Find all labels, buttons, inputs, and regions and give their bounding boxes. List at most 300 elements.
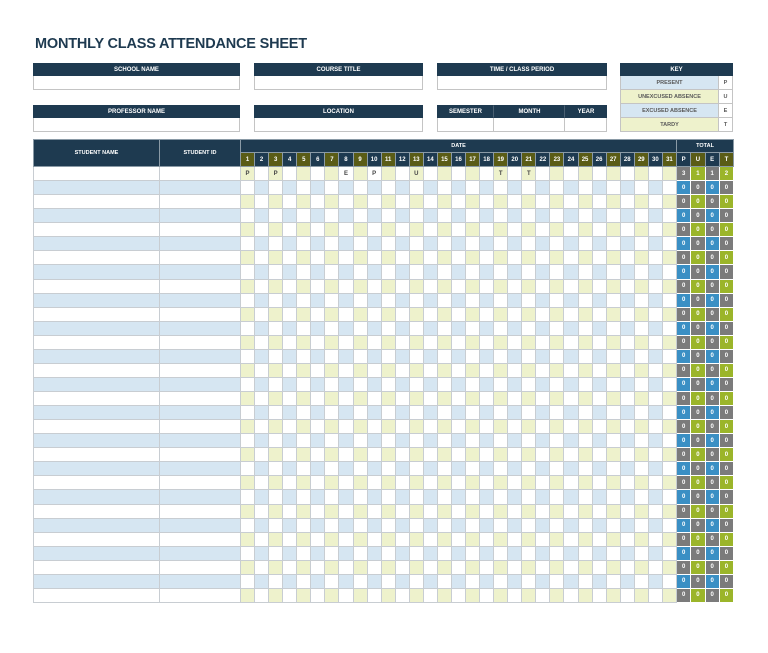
- attendance-cell-day-7[interactable]: [325, 223, 339, 237]
- attendance-cell-day-9[interactable]: [353, 462, 367, 476]
- attendance-cell-day-28[interactable]: [620, 167, 634, 181]
- attendance-cell-day-5[interactable]: [297, 462, 311, 476]
- attendance-cell-day-2[interactable]: [255, 532, 269, 546]
- attendance-cell-day-31[interactable]: [662, 349, 676, 363]
- attendance-cell-day-30[interactable]: [648, 335, 662, 349]
- student-name-cell[interactable]: [34, 167, 160, 181]
- attendance-cell-day-17[interactable]: [466, 560, 480, 574]
- attendance-cell-day-26[interactable]: [592, 377, 606, 391]
- attendance-cell-day-17[interactable]: [466, 546, 480, 560]
- attendance-cell-day-6[interactable]: [311, 321, 325, 335]
- attendance-cell-day-24[interactable]: [564, 588, 578, 602]
- attendance-cell-day-29[interactable]: [634, 532, 648, 546]
- attendance-cell-day-16[interactable]: [451, 420, 465, 434]
- attendance-cell-day-17[interactable]: [466, 237, 480, 251]
- attendance-cell-day-23[interactable]: [550, 265, 564, 279]
- attendance-cell-day-4[interactable]: [283, 209, 297, 223]
- attendance-cell-day-2[interactable]: [255, 504, 269, 518]
- attendance-cell-day-7[interactable]: [325, 434, 339, 448]
- student-id-cell[interactable]: [160, 223, 241, 237]
- attendance-cell-day-2[interactable]: [255, 265, 269, 279]
- attendance-cell-day-6[interactable]: [311, 181, 325, 195]
- attendance-cell-day-15[interactable]: [437, 560, 451, 574]
- attendance-cell-day-18[interactable]: [480, 195, 494, 209]
- attendance-cell-day-11[interactable]: [381, 335, 395, 349]
- attendance-cell-day-23[interactable]: [550, 490, 564, 504]
- attendance-cell-day-19[interactable]: [494, 293, 508, 307]
- attendance-cell-day-28[interactable]: [620, 377, 634, 391]
- attendance-cell-day-1[interactable]: [241, 574, 255, 588]
- attendance-cell-day-2[interactable]: [255, 546, 269, 560]
- attendance-cell-day-8[interactable]: [339, 181, 353, 195]
- attendance-cell-day-12[interactable]: [395, 392, 409, 406]
- attendance-cell-day-25[interactable]: [578, 321, 592, 335]
- attendance-cell-day-1[interactable]: [241, 293, 255, 307]
- attendance-cell-day-18[interactable]: [480, 377, 494, 391]
- attendance-cell-day-2[interactable]: [255, 195, 269, 209]
- attendance-cell-day-16[interactable]: [451, 574, 465, 588]
- attendance-cell-day-21[interactable]: [522, 588, 536, 602]
- attendance-cell-day-18[interactable]: [480, 209, 494, 223]
- attendance-cell-day-23[interactable]: [550, 349, 564, 363]
- attendance-cell-day-31[interactable]: [662, 434, 676, 448]
- attendance-cell-day-11[interactable]: [381, 574, 395, 588]
- attendance-cell-day-7[interactable]: [325, 251, 339, 265]
- attendance-cell-day-26[interactable]: [592, 434, 606, 448]
- attendance-cell-day-19[interactable]: [494, 560, 508, 574]
- attendance-cell-day-6[interactable]: [311, 518, 325, 532]
- attendance-cell-day-8[interactable]: [339, 406, 353, 420]
- attendance-cell-day-13[interactable]: [409, 546, 423, 560]
- attendance-cell-day-18[interactable]: [480, 335, 494, 349]
- attendance-cell-day-26[interactable]: [592, 392, 606, 406]
- attendance-cell-day-17[interactable]: [466, 167, 480, 181]
- attendance-cell-day-30[interactable]: [648, 293, 662, 307]
- attendance-cell-day-28[interactable]: [620, 560, 634, 574]
- student-name-cell[interactable]: [34, 392, 160, 406]
- attendance-cell-day-18[interactable]: [480, 167, 494, 181]
- attendance-cell-day-19[interactable]: [494, 518, 508, 532]
- attendance-cell-day-26[interactable]: [592, 504, 606, 518]
- attendance-cell-day-8[interactable]: [339, 462, 353, 476]
- attendance-cell-day-26[interactable]: [592, 490, 606, 504]
- attendance-cell-day-26[interactable]: [592, 181, 606, 195]
- attendance-cell-day-5[interactable]: [297, 321, 311, 335]
- attendance-cell-day-28[interactable]: [620, 209, 634, 223]
- attendance-cell-day-26[interactable]: [592, 448, 606, 462]
- attendance-cell-day-15[interactable]: [437, 335, 451, 349]
- attendance-cell-day-9[interactable]: [353, 195, 367, 209]
- attendance-cell-day-8[interactable]: [339, 251, 353, 265]
- attendance-cell-day-19[interactable]: [494, 223, 508, 237]
- attendance-cell-day-23[interactable]: [550, 223, 564, 237]
- attendance-cell-day-27[interactable]: [606, 546, 620, 560]
- attendance-cell-day-13[interactable]: [409, 377, 423, 391]
- attendance-cell-day-6[interactable]: [311, 532, 325, 546]
- attendance-cell-day-15[interactable]: [437, 377, 451, 391]
- attendance-cell-day-25[interactable]: [578, 293, 592, 307]
- attendance-cell-day-18[interactable]: [480, 462, 494, 476]
- attendance-cell-day-8[interactable]: [339, 546, 353, 560]
- attendance-cell-day-22[interactable]: [536, 490, 550, 504]
- attendance-cell-day-5[interactable]: [297, 434, 311, 448]
- attendance-cell-day-17[interactable]: [466, 476, 480, 490]
- attendance-cell-day-26[interactable]: [592, 532, 606, 546]
- attendance-cell-day-25[interactable]: [578, 377, 592, 391]
- attendance-cell-day-11[interactable]: [381, 321, 395, 335]
- student-name-cell[interactable]: [34, 406, 160, 420]
- attendance-cell-day-26[interactable]: [592, 462, 606, 476]
- attendance-cell-day-29[interactable]: [634, 223, 648, 237]
- attendance-cell-day-15[interactable]: [437, 574, 451, 588]
- attendance-cell-day-10[interactable]: [367, 462, 381, 476]
- attendance-cell-day-5[interactable]: [297, 377, 311, 391]
- attendance-cell-day-5[interactable]: [297, 518, 311, 532]
- student-id-cell[interactable]: [160, 448, 241, 462]
- attendance-cell-day-10[interactable]: [367, 251, 381, 265]
- attendance-cell-day-22[interactable]: [536, 434, 550, 448]
- attendance-cell-day-10[interactable]: [367, 195, 381, 209]
- attendance-cell-day-12[interactable]: [395, 560, 409, 574]
- attendance-cell-day-23[interactable]: [550, 532, 564, 546]
- attendance-cell-day-4[interactable]: [283, 335, 297, 349]
- attendance-cell-day-3[interactable]: [269, 588, 283, 602]
- attendance-cell-day-25[interactable]: [578, 167, 592, 181]
- attendance-cell-day-1[interactable]: [241, 363, 255, 377]
- attendance-cell-day-4[interactable]: [283, 462, 297, 476]
- attendance-cell-day-1[interactable]: [241, 588, 255, 602]
- attendance-cell-day-21[interactable]: [522, 476, 536, 490]
- student-id-cell[interactable]: [160, 181, 241, 195]
- attendance-cell-day-14[interactable]: [423, 363, 437, 377]
- attendance-cell-day-16[interactable]: [451, 518, 465, 532]
- attendance-cell-day-25[interactable]: [578, 209, 592, 223]
- attendance-cell-day-3[interactable]: [269, 490, 283, 504]
- attendance-cell-day-5[interactable]: [297, 420, 311, 434]
- attendance-cell-day-2[interactable]: [255, 448, 269, 462]
- attendance-cell-day-10[interactable]: [367, 476, 381, 490]
- student-name-cell[interactable]: [34, 181, 160, 195]
- attendance-cell-day-31[interactable]: [662, 392, 676, 406]
- attendance-cell-day-1[interactable]: [241, 476, 255, 490]
- attendance-cell-day-25[interactable]: [578, 420, 592, 434]
- attendance-cell-day-24[interactable]: [564, 448, 578, 462]
- attendance-cell-day-31[interactable]: [662, 476, 676, 490]
- attendance-cell-day-12[interactable]: [395, 532, 409, 546]
- attendance-cell-day-4[interactable]: [283, 349, 297, 363]
- attendance-cell-day-22[interactable]: [536, 293, 550, 307]
- attendance-cell-day-29[interactable]: [634, 490, 648, 504]
- attendance-cell-day-28[interactable]: [620, 223, 634, 237]
- attendance-cell-day-4[interactable]: [283, 307, 297, 321]
- attendance-cell-day-9[interactable]: [353, 279, 367, 293]
- attendance-cell-day-20[interactable]: [508, 377, 522, 391]
- attendance-cell-day-5[interactable]: [297, 223, 311, 237]
- attendance-cell-day-24[interactable]: [564, 335, 578, 349]
- attendance-cell-day-31[interactable]: [662, 363, 676, 377]
- attendance-cell-day-10[interactable]: [367, 546, 381, 560]
- attendance-cell-day-28[interactable]: [620, 518, 634, 532]
- attendance-cell-day-22[interactable]: [536, 392, 550, 406]
- attendance-cell-day-8[interactable]: [339, 574, 353, 588]
- attendance-cell-day-10[interactable]: [367, 532, 381, 546]
- attendance-cell-day-7[interactable]: [325, 392, 339, 406]
- attendance-cell-day-29[interactable]: [634, 209, 648, 223]
- attendance-cell-day-31[interactable]: [662, 167, 676, 181]
- attendance-cell-day-13[interactable]: [409, 406, 423, 420]
- attendance-cell-day-27[interactable]: [606, 209, 620, 223]
- attendance-cell-day-20[interactable]: [508, 321, 522, 335]
- attendance-cell-day-26[interactable]: [592, 335, 606, 349]
- attendance-cell-day-16[interactable]: [451, 265, 465, 279]
- attendance-cell-day-4[interactable]: [283, 223, 297, 237]
- attendance-cell-day-8[interactable]: [339, 223, 353, 237]
- attendance-cell-day-19[interactable]: [494, 420, 508, 434]
- attendance-cell-day-3[interactable]: [269, 462, 283, 476]
- attendance-cell-day-6[interactable]: [311, 349, 325, 363]
- attendance-cell-day-10[interactable]: [367, 377, 381, 391]
- attendance-cell-day-16[interactable]: [451, 406, 465, 420]
- attendance-cell-day-16[interactable]: [451, 490, 465, 504]
- attendance-cell-day-20[interactable]: [508, 476, 522, 490]
- attendance-cell-day-31[interactable]: [662, 560, 676, 574]
- attendance-cell-day-31[interactable]: [662, 335, 676, 349]
- attendance-cell-day-26[interactable]: [592, 279, 606, 293]
- attendance-cell-day-20[interactable]: [508, 279, 522, 293]
- attendance-cell-day-16[interactable]: [451, 588, 465, 602]
- attendance-cell-day-29[interactable]: [634, 279, 648, 293]
- attendance-cell-day-13[interactable]: [409, 392, 423, 406]
- attendance-cell-day-7[interactable]: [325, 420, 339, 434]
- attendance-cell-day-6[interactable]: [311, 476, 325, 490]
- attendance-cell-day-27[interactable]: [606, 574, 620, 588]
- attendance-cell-day-16[interactable]: [451, 279, 465, 293]
- attendance-cell-day-10[interactable]: [367, 406, 381, 420]
- attendance-cell-day-22[interactable]: [536, 377, 550, 391]
- attendance-cell-day-29[interactable]: [634, 321, 648, 335]
- attendance-cell-day-17[interactable]: [466, 223, 480, 237]
- attendance-cell-day-6[interactable]: [311, 335, 325, 349]
- attendance-cell-day-10[interactable]: [367, 181, 381, 195]
- attendance-cell-day-23[interactable]: [550, 476, 564, 490]
- attendance-cell-day-7[interactable]: [325, 546, 339, 560]
- attendance-cell-day-20[interactable]: [508, 335, 522, 349]
- student-name-cell[interactable]: [34, 223, 160, 237]
- attendance-cell-day-26[interactable]: [592, 293, 606, 307]
- attendance-cell-day-20[interactable]: [508, 392, 522, 406]
- attendance-cell-day-27[interactable]: [606, 293, 620, 307]
- student-id-cell[interactable]: [160, 195, 241, 209]
- attendance-cell-day-21[interactable]: [522, 434, 536, 448]
- attendance-cell-day-11[interactable]: [381, 167, 395, 181]
- student-name-cell[interactable]: [34, 448, 160, 462]
- attendance-cell-day-20[interactable]: [508, 490, 522, 504]
- attendance-cell-day-8[interactable]: [339, 279, 353, 293]
- attendance-cell-day-2[interactable]: [255, 321, 269, 335]
- attendance-cell-day-4[interactable]: [283, 560, 297, 574]
- attendance-cell-day-22[interactable]: [536, 363, 550, 377]
- attendance-cell-day-19[interactable]: [494, 209, 508, 223]
- attendance-cell-day-3[interactable]: [269, 251, 283, 265]
- attendance-cell-day-3[interactable]: [269, 209, 283, 223]
- attendance-cell-day-4[interactable]: [283, 588, 297, 602]
- attendance-cell-day-27[interactable]: [606, 560, 620, 574]
- attendance-cell-day-16[interactable]: [451, 377, 465, 391]
- attendance-cell-day-3[interactable]: [269, 265, 283, 279]
- attendance-cell-day-22[interactable]: [536, 546, 550, 560]
- attendance-cell-day-22[interactable]: [536, 588, 550, 602]
- attendance-cell-day-11[interactable]: [381, 307, 395, 321]
- attendance-cell-day-12[interactable]: [395, 448, 409, 462]
- attendance-cell-day-20[interactable]: [508, 462, 522, 476]
- attendance-cell-day-20[interactable]: [508, 420, 522, 434]
- attendance-cell-day-15[interactable]: [437, 279, 451, 293]
- attendance-cell-day-24[interactable]: [564, 504, 578, 518]
- attendance-cell-day-27[interactable]: [606, 251, 620, 265]
- attendance-cell-day-15[interactable]: [437, 265, 451, 279]
- attendance-cell-day-11[interactable]: [381, 406, 395, 420]
- attendance-cell-day-25[interactable]: [578, 532, 592, 546]
- attendance-cell-day-12[interactable]: [395, 476, 409, 490]
- attendance-cell-day-5[interactable]: [297, 209, 311, 223]
- student-id-cell[interactable]: [160, 335, 241, 349]
- attendance-cell-day-11[interactable]: [381, 209, 395, 223]
- attendance-cell-day-4[interactable]: [283, 181, 297, 195]
- attendance-cell-day-6[interactable]: [311, 504, 325, 518]
- student-id-cell[interactable]: [160, 476, 241, 490]
- attendance-cell-day-4[interactable]: [283, 448, 297, 462]
- attendance-cell-day-27[interactable]: [606, 335, 620, 349]
- attendance-cell-day-5[interactable]: [297, 307, 311, 321]
- attendance-cell-day-17[interactable]: [466, 181, 480, 195]
- attendance-cell-day-22[interactable]: [536, 265, 550, 279]
- attendance-cell-day-13[interactable]: [409, 462, 423, 476]
- attendance-cell-day-18[interactable]: [480, 321, 494, 335]
- attendance-cell-day-19[interactable]: [494, 476, 508, 490]
- attendance-cell-day-30[interactable]: [648, 377, 662, 391]
- attendance-cell-day-5[interactable]: [297, 532, 311, 546]
- attendance-cell-day-12[interactable]: [395, 574, 409, 588]
- attendance-cell-day-3[interactable]: [269, 448, 283, 462]
- attendance-cell-day-21[interactable]: [522, 420, 536, 434]
- attendance-cell-day-15[interactable]: [437, 532, 451, 546]
- attendance-cell-day-30[interactable]: [648, 518, 662, 532]
- attendance-cell-day-16[interactable]: [451, 251, 465, 265]
- attendance-cell-day-30[interactable]: [648, 476, 662, 490]
- attendance-cell-day-29[interactable]: [634, 518, 648, 532]
- attendance-cell-day-29[interactable]: [634, 363, 648, 377]
- attendance-cell-day-28[interactable]: [620, 279, 634, 293]
- attendance-cell-day-1[interactable]: [241, 209, 255, 223]
- attendance-cell-day-6[interactable]: [311, 363, 325, 377]
- student-name-cell[interactable]: [34, 574, 160, 588]
- attendance-cell-day-26[interactable]: [592, 420, 606, 434]
- attendance-cell-day-5[interactable]: [297, 181, 311, 195]
- attendance-cell-day-21[interactable]: [522, 321, 536, 335]
- attendance-cell-day-29[interactable]: [634, 307, 648, 321]
- attendance-cell-day-21[interactable]: [522, 406, 536, 420]
- attendance-cell-day-29[interactable]: [634, 195, 648, 209]
- attendance-cell-day-26[interactable]: [592, 349, 606, 363]
- attendance-cell-day-26[interactable]: [592, 574, 606, 588]
- attendance-cell-day-23[interactable]: [550, 588, 564, 602]
- attendance-cell-day-5[interactable]: [297, 349, 311, 363]
- attendance-cell-day-6[interactable]: [311, 434, 325, 448]
- attendance-cell-day-29[interactable]: [634, 349, 648, 363]
- attendance-cell-day-26[interactable]: [592, 363, 606, 377]
- attendance-cell-day-11[interactable]: [381, 223, 395, 237]
- attendance-cell-day-20[interactable]: [508, 237, 522, 251]
- attendance-cell-day-22[interactable]: [536, 223, 550, 237]
- attendance-cell-day-9[interactable]: [353, 546, 367, 560]
- attendance-cell-day-10[interactable]: [367, 209, 381, 223]
- attendance-cell-day-3[interactable]: [269, 476, 283, 490]
- attendance-cell-day-12[interactable]: [395, 518, 409, 532]
- attendance-cell-day-22[interactable]: [536, 307, 550, 321]
- attendance-cell-day-25[interactable]: [578, 560, 592, 574]
- attendance-cell-day-3[interactable]: [269, 181, 283, 195]
- student-id-cell[interactable]: [160, 490, 241, 504]
- attendance-cell-day-18[interactable]: [480, 349, 494, 363]
- attendance-cell-day-25[interactable]: [578, 476, 592, 490]
- attendance-cell-day-4[interactable]: [283, 392, 297, 406]
- attendance-cell-day-24[interactable]: [564, 209, 578, 223]
- attendance-cell-day-18[interactable]: [480, 518, 494, 532]
- attendance-cell-day-26[interactable]: [592, 195, 606, 209]
- attendance-cell-day-21[interactable]: [522, 490, 536, 504]
- attendance-cell-day-9[interactable]: [353, 448, 367, 462]
- attendance-cell-day-24[interactable]: [564, 321, 578, 335]
- attendance-cell-day-24[interactable]: [564, 532, 578, 546]
- attendance-cell-day-13[interactable]: [409, 476, 423, 490]
- attendance-cell-day-29[interactable]: [634, 293, 648, 307]
- attendance-cell-day-3[interactable]: [269, 195, 283, 209]
- attendance-cell-day-31[interactable]: [662, 406, 676, 420]
- attendance-cell-day-6[interactable]: [311, 560, 325, 574]
- student-id-cell[interactable]: [160, 167, 241, 181]
- attendance-cell-day-14[interactable]: [423, 476, 437, 490]
- attendance-cell-day-16[interactable]: [451, 363, 465, 377]
- attendance-cell-day-16[interactable]: [451, 237, 465, 251]
- attendance-cell-day-25[interactable]: [578, 392, 592, 406]
- attendance-cell-day-19[interactable]: [494, 181, 508, 195]
- attendance-cell-day-1[interactable]: P: [241, 167, 255, 181]
- attendance-cell-day-5[interactable]: [297, 195, 311, 209]
- attendance-cell-day-25[interactable]: [578, 195, 592, 209]
- attendance-cell-day-15[interactable]: [437, 251, 451, 265]
- attendance-cell-day-17[interactable]: [466, 279, 480, 293]
- attendance-cell-day-10[interactable]: [367, 223, 381, 237]
- student-name-cell[interactable]: [34, 265, 160, 279]
- attendance-cell-day-7[interactable]: [325, 448, 339, 462]
- attendance-cell-day-24[interactable]: [564, 490, 578, 504]
- attendance-cell-day-2[interactable]: [255, 307, 269, 321]
- attendance-cell-day-12[interactable]: [395, 335, 409, 349]
- attendance-cell-day-16[interactable]: [451, 462, 465, 476]
- attendance-cell-day-7[interactable]: [325, 237, 339, 251]
- attendance-cell-day-19[interactable]: [494, 363, 508, 377]
- student-name-cell[interactable]: [34, 251, 160, 265]
- attendance-cell-day-16[interactable]: [451, 307, 465, 321]
- attendance-cell-day-26[interactable]: [592, 560, 606, 574]
- attendance-cell-day-30[interactable]: [648, 167, 662, 181]
- attendance-cell-day-10[interactable]: [367, 518, 381, 532]
- attendance-cell-day-9[interactable]: [353, 574, 367, 588]
- student-name-cell[interactable]: [34, 560, 160, 574]
- attendance-cell-day-5[interactable]: [297, 560, 311, 574]
- attendance-cell-day-25[interactable]: [578, 462, 592, 476]
- attendance-cell-day-3[interactable]: [269, 546, 283, 560]
